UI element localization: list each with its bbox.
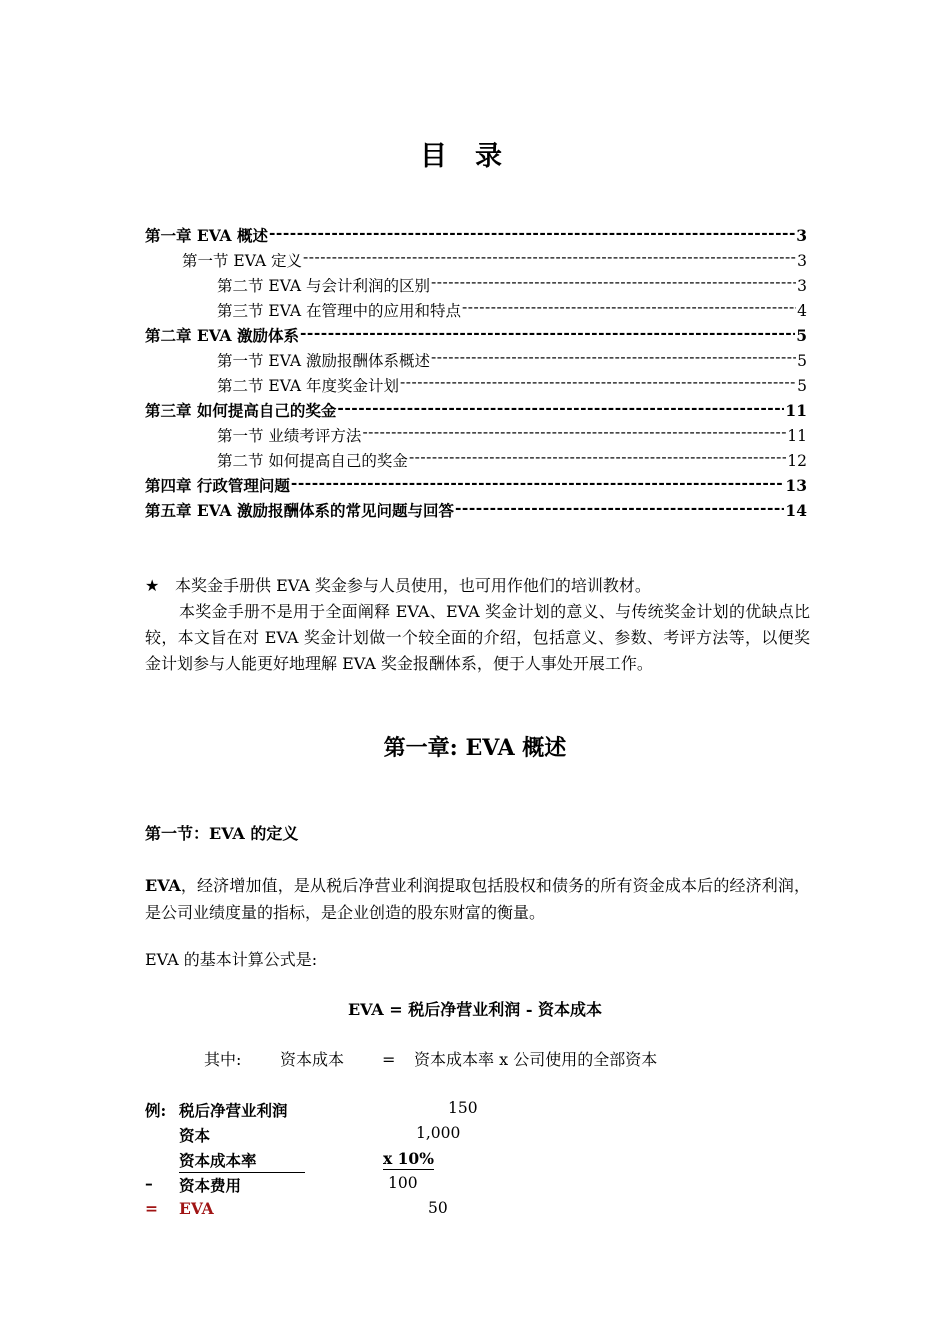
toc-entry-label: 第一节 EVA 定义 xyxy=(182,252,303,270)
toc-entry-page: 5 xyxy=(797,352,807,370)
note-paragraph: 本奖金手册不是用于全面阐释 EVA、EVA 奖金计划的意义、与传统奖金计划的优缺点比较，本文旨在对 EVA 奖金计划做一个较全面的介绍，包括意义、参数、考评方法等，以便奖金计划参与人能更好地理解 EVA 奖金报酬体系，便于人事处开展工作。 xyxy=(145,602,810,673)
formula-intro: EVA 的基本计算公式是: xyxy=(145,950,318,969)
toc-entry[interactable] xyxy=(145,299,807,324)
where-label: 其中: xyxy=(204,1050,242,1069)
example-operator: – xyxy=(145,1174,153,1193)
toc-entry-label: 第二节 如何提高自己的奖金 xyxy=(217,452,408,470)
example-value: 1,000 xyxy=(416,1124,461,1142)
toc-entry-page: 3 xyxy=(797,277,807,295)
toc-entry-label: 第二章 EVA 激励体系 xyxy=(145,326,299,345)
toc-entry-page: 5 xyxy=(797,377,807,395)
toc-entry-label: 第三节 EVA 在管理中的应用和特点 xyxy=(217,302,462,320)
toc-leader xyxy=(337,401,784,417)
example-label: 资本费用 xyxy=(179,1176,242,1195)
toc-leader xyxy=(431,276,796,292)
toc-entry[interactable] xyxy=(145,249,807,274)
example-label: EVA xyxy=(179,1199,214,1218)
toc-entry[interactable] xyxy=(145,224,807,249)
toc-entry[interactable] xyxy=(145,499,807,524)
toc-entry-label: 第二节 EVA 年度奖金计划 xyxy=(217,377,400,395)
toc-entry-label: 第三章 如何提高自己的奖金 xyxy=(145,401,337,420)
toc-entry-page: 4 xyxy=(797,302,807,320)
definition-term: EVA xyxy=(145,876,181,895)
where-equals: = xyxy=(382,1050,396,1069)
toc-leader xyxy=(400,376,796,392)
toc-entry[interactable] xyxy=(145,349,807,374)
toc-title: 目录 xyxy=(420,141,530,172)
chapter-title: 第一章: EVA 概述 xyxy=(383,735,567,761)
toc-entry[interactable] xyxy=(145,274,807,299)
toc-leader xyxy=(409,451,786,467)
example-label: 资本 xyxy=(179,1126,211,1145)
toc-entry[interactable] xyxy=(145,424,807,449)
star-icon: ★ xyxy=(145,576,160,595)
example-value: 150 xyxy=(448,1099,478,1117)
toc-entry[interactable] xyxy=(145,399,807,424)
example-value: 100 xyxy=(388,1174,418,1192)
definition-text: ，经济增加值，是从税后净营业利润提取包括股权和债务的所有资金成本后的经济利润，是公司业绩度量的指标，是企业创造的股东财富的衡量。 xyxy=(145,876,810,922)
toc-entry-page: 12 xyxy=(787,452,807,470)
example-operator: = xyxy=(145,1199,158,1218)
example-value: 50 xyxy=(428,1199,448,1217)
toc-entry[interactable] xyxy=(145,374,807,399)
example-label: 资本成本率 xyxy=(179,1149,305,1173)
toc-leader xyxy=(291,476,785,492)
toc-entry-label: 第一节 EVA 激励报酬体系概述 xyxy=(217,352,431,370)
toc-entry-page: 3 xyxy=(797,252,807,270)
toc-leader xyxy=(303,251,796,267)
table-of-contents xyxy=(145,224,807,524)
toc-leader xyxy=(269,226,795,242)
toc-leader xyxy=(431,351,796,367)
capital-cost-definition xyxy=(204,1047,657,1070)
toc-entry[interactable] xyxy=(145,324,807,349)
eva-formula: EVA = 税后净营业利润 - 资本成本 xyxy=(347,1000,603,1019)
toc-entry-page: 13 xyxy=(785,476,807,495)
toc-entry-page: 3 xyxy=(796,226,807,245)
toc-entry-page: 14 xyxy=(785,501,807,520)
example-label: 税后净营业利润 xyxy=(179,1101,288,1120)
toc-entry-label: 第二节 EVA 与会计利润的区别 xyxy=(217,277,431,295)
toc-entry-label: 第一节 业绩考评方法 xyxy=(217,427,362,445)
toc-leader xyxy=(462,301,796,317)
toc-leader xyxy=(300,326,795,342)
toc-entry-page: 5 xyxy=(796,326,807,345)
toc-entry-label: 第五章 EVA 激励报酬体系的常见问题与回答 xyxy=(145,501,454,520)
definition-paragraph xyxy=(145,872,810,926)
example-prefix: 例: xyxy=(145,1101,167,1120)
toc-entry-label: 第四章 行政管理问题 xyxy=(145,476,290,495)
note-text: 本奖金手册供 EVA 奖金参与人员使用，也可用作他们的培训教材。 xyxy=(175,576,651,595)
toc-leader xyxy=(362,426,786,442)
toc-entry-page: 11 xyxy=(785,401,807,420)
toc-entry[interactable] xyxy=(145,474,807,499)
where-term: 资本成本 xyxy=(280,1050,345,1069)
example-value: x 10% xyxy=(383,1149,434,1168)
where-definition: 资本成本率 x 公司使用的全部资本 xyxy=(414,1050,658,1069)
toc-entry[interactable] xyxy=(145,449,807,474)
toc-entry-page: 11 xyxy=(787,427,807,445)
note-line xyxy=(145,573,810,599)
handbook-notes xyxy=(145,573,810,677)
toc-leader xyxy=(455,501,784,517)
toc-entry-label: 第一章 EVA 概述 xyxy=(145,226,268,245)
section-title: 第一节：EVA 的定义 xyxy=(145,824,299,843)
